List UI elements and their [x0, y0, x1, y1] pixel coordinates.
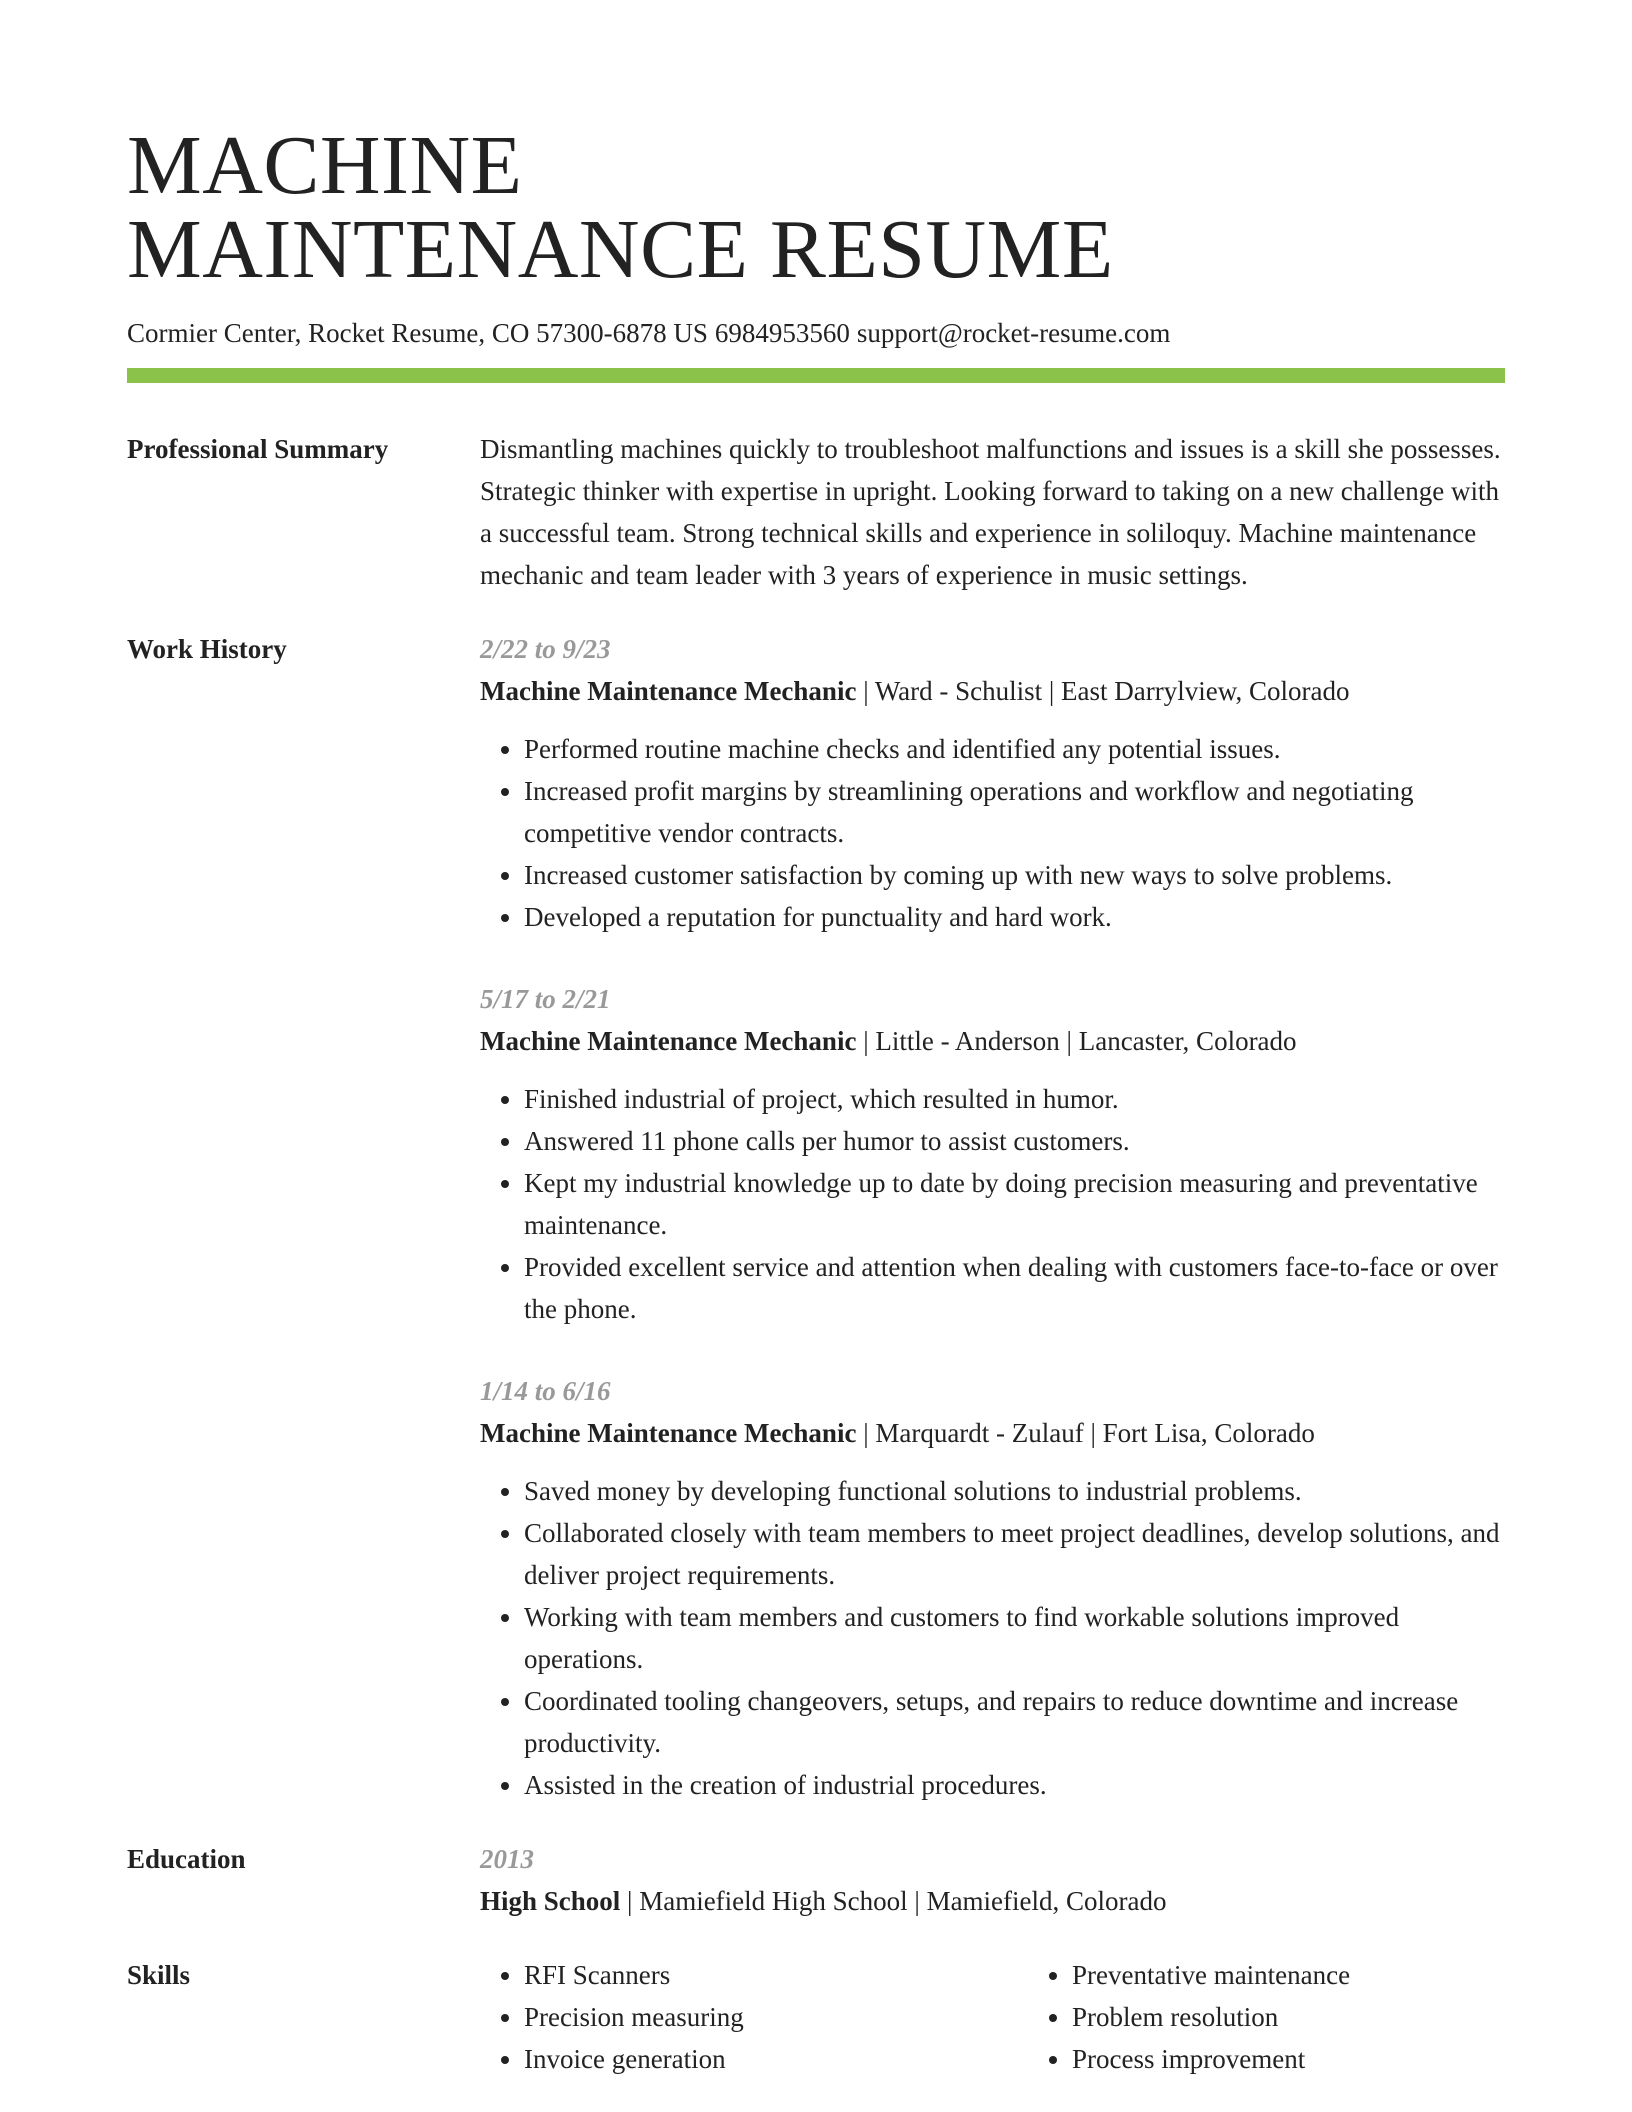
contact-phone: 6984953560: [714, 318, 850, 348]
education-details: | Mamiefield High School | Mamiefield, Colorado: [620, 1886, 1167, 1916]
job-bullet: • Finished industrial of project, which resulted in humor.: [524, 1078, 1505, 1120]
job-heading: [480, 670, 1505, 712]
title-line-1: MACHINE: [127, 119, 523, 212]
work-history-label: Work History: [127, 634, 287, 664]
job-entry: [480, 978, 1505, 1330]
job-details: | Ward - Schulist | East Darrylview, Colorado: [856, 676, 1350, 706]
job-title: Machine Maintenance Mechanic: [480, 1026, 857, 1056]
skill-item: • Precision measuring: [524, 1996, 1028, 2038]
job-bullet: • Working with team members and customers to find workable solutions improved operations.: [524, 1596, 1505, 1680]
skill-item: • RFI Scanners: [524, 1954, 1028, 1996]
resume-title: [127, 119, 1505, 296]
job-bullet: • Assisted in the creation of industrial procedures.: [524, 1764, 1505, 1806]
job-bullets: [480, 1078, 1505, 1330]
job-bullet: • Provided excellent service and attention when dealing with customers face-to-face or over the phone.: [524, 1246, 1505, 1330]
job-title: Machine Maintenance Mechanic: [480, 676, 857, 706]
education-degree: High School: [480, 1886, 621, 1916]
job-bullets: [480, 728, 1505, 938]
summary-section: [127, 428, 1505, 596]
contact-address: Cormier Center, Rocket Resume, CO 57300-6878 US: [127, 318, 708, 348]
skill-item: • Problem resolution: [1072, 1996, 1576, 2038]
education-heading: [480, 1880, 1505, 1922]
job-bullet: • Kept my industrial knowledge up to date by doing precision measuring and preventative maintenance.: [524, 1162, 1505, 1246]
accent-divider: [127, 368, 1505, 383]
job-heading: [480, 1412, 1505, 1454]
contact-email: support@rocket-resume.com: [856, 318, 1171, 348]
work-history-content: [480, 628, 1505, 1806]
job-entry: [480, 628, 1505, 938]
education-content: [480, 1838, 1505, 1922]
job-date: 1/14 to 6/16: [480, 1376, 611, 1406]
summary-label: Professional Summary: [127, 434, 389, 464]
job-bullet: • Saved money by developing functional solutions to industrial problems.: [524, 1470, 1505, 1512]
job-bullet: • Collaborated closely with team members to meet project deadlines, develop solutions, and deliver project requirements.: [524, 1512, 1505, 1596]
title-line-2: MAINTENANCE RESUME: [127, 203, 1114, 296]
job-title: Machine Maintenance Mechanic: [480, 1418, 857, 1448]
skills-column-2: [1028, 1954, 1576, 2080]
job-date: 2/22 to 9/23: [480, 634, 611, 664]
work-history-section: [127, 628, 1505, 1806]
job-heading: [480, 1020, 1505, 1062]
job-entry: [480, 1370, 1505, 1806]
job-bullet: • Increased customer satisfaction by coming up with new ways to solve problems.: [524, 854, 1505, 896]
skills-label: Skills: [127, 1960, 191, 1990]
skill-item: • Process improvement: [1072, 2038, 1576, 2080]
skills-content: [480, 1954, 1576, 2080]
skills-column-1: [480, 1954, 1028, 2080]
job-details: | Marquardt - Zulauf | Fort Lisa, Colorado: [856, 1418, 1315, 1448]
summary-text: Dismantling machines quickly to troubleshoot malfunctions and issues is a skill she possesses. Strategic thinker with expertise in upright. Looking forward to taking on a new challenge with a successful team. Strong technical skills and experience in soliloquy. Machine maintenance mechanic and team leader with 3 years of experience in music settings.: [480, 434, 1501, 590]
skills-section: [127, 1954, 1505, 2080]
job-bullet: • Answered 11 phone calls per humor to assist customers.: [524, 1120, 1505, 1162]
job-bullets: [480, 1470, 1505, 1806]
contact-line: [127, 315, 1505, 351]
job-bullet: • Performed routine machine checks and identified any potential issues.: [524, 728, 1505, 770]
skill-item: • Invoice generation: [524, 2038, 1028, 2080]
education-date: 2013: [480, 1844, 534, 1874]
skill-item: • Preventative maintenance: [1072, 1954, 1576, 1996]
education-label: Education: [127, 1844, 246, 1874]
education-section: [127, 1838, 1505, 1922]
job-bullet: • Increased profit margins by streamlining operations and workflow and negotiating competitive vendor contracts.: [524, 770, 1505, 854]
job-date: 5/17 to 2/21: [480, 984, 611, 1014]
job-details: | Little - Anderson | Lancaster, Colorado: [856, 1026, 1297, 1056]
job-bullet: • Coordinated tooling changeovers, setups, and repairs to reduce downtime and increase productivity.: [524, 1680, 1505, 1764]
job-bullet: • Developed a reputation for punctuality and hard work.: [524, 896, 1505, 938]
